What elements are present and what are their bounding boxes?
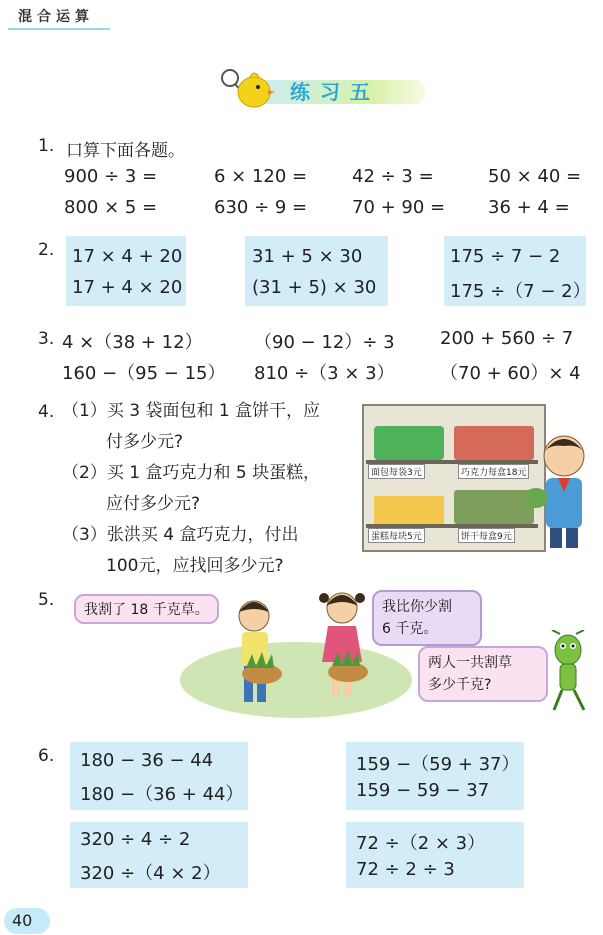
girl-speech-line: 我比你少割	[382, 599, 452, 615]
q1-expr: 630 ÷ 9 =	[214, 197, 308, 218]
q3-expr: （90 − 12）÷ 3	[254, 332, 395, 353]
question-line: 多少千克?	[428, 677, 492, 693]
exercise-title-banner	[218, 64, 418, 112]
shop-illustration	[362, 404, 600, 550]
q1-expr: 36 + 4 =	[488, 197, 570, 218]
q6-box-1	[70, 742, 248, 810]
q4-line: （3）张洪买 4 盒巧克力，付出	[62, 525, 299, 545]
price-tag: 面包每袋3元	[368, 464, 425, 479]
q3-expr: 200 + 560 ÷ 7	[440, 328, 574, 349]
q1-expr: 70 + 90 =	[352, 197, 446, 218]
q6-expr: 320 ÷（4 × 2）	[80, 863, 221, 884]
q4-number: 4.	[38, 402, 55, 422]
q3-number: 3.	[38, 329, 55, 349]
q2-expr: (31 + 5) × 30	[252, 277, 377, 298]
girl-speech-bubble	[372, 590, 482, 646]
q1-number: 1.	[38, 136, 55, 156]
grass-field	[180, 642, 412, 718]
cookie-boxes	[454, 490, 534, 524]
price-tag: 饼干每盒9元	[458, 528, 515, 543]
q1-expr: 42 ÷ 3 =	[352, 166, 434, 187]
q1-expr: 50 × 40 =	[488, 166, 582, 187]
q4-line: （1）买 3 袋面包和 1 盒饼干，应	[62, 401, 321, 421]
q2-expr: 31 + 5 × 30	[252, 246, 363, 267]
q6-expr: 72 ÷（2 × 3）	[356, 833, 486, 854]
page-number-badge	[4, 908, 50, 934]
grasshopper-mascot-icon	[540, 630, 596, 714]
q6-box-4	[346, 822, 524, 888]
q4-line: 100元，应找回多少元?	[106, 556, 284, 576]
q2-expr: 17 + 4 × 20	[72, 277, 183, 298]
q3-expr: 4 ×（38 + 12）	[62, 332, 203, 353]
question-speech-bubble	[418, 646, 548, 702]
question-line: 两人一共割草	[428, 655, 512, 671]
q2-expr: 175 ÷ 7 − 2	[450, 246, 561, 267]
q6-expr: 320 ÷ 4 ÷ 2	[80, 829, 191, 850]
q6-expr: 159 − 59 − 37	[356, 780, 490, 801]
q4-line: 付多少元?	[106, 432, 184, 452]
q2-box-3	[444, 236, 591, 306]
q1-expr: 6 × 120 =	[214, 166, 308, 187]
q4-line: （2）买 1 盒巧克力和 5 块蛋糕，	[62, 463, 321, 483]
q3-expr: 160 −（95 − 15）	[62, 363, 226, 384]
girl-speech-line: 6 千克。	[382, 621, 438, 637]
boy-shopper-icon	[524, 432, 600, 550]
q2-expr: 175 ÷（7 − 2）	[450, 281, 591, 302]
girl-with-grass-basket-icon	[310, 586, 374, 704]
q6-expr: 180 −（36 + 44）	[80, 784, 244, 805]
boy-with-grass-basket-icon	[226, 598, 284, 708]
q6-expr: 159 −（59 + 37）	[356, 754, 520, 775]
q1-expr: 800 × 5 =	[64, 197, 158, 218]
cake-pieces	[374, 496, 444, 524]
q1-prompt: 口算下面各题。	[66, 141, 185, 161]
boy-speech-bubble: 我割了 18 千克草。	[74, 594, 219, 624]
chick-mascot-icon	[218, 64, 278, 112]
chocolate-boxes	[454, 426, 534, 460]
q6-box-2	[346, 742, 524, 810]
q6-number: 6.	[38, 746, 55, 766]
q6-expr: 72 ÷ 2 ÷ 3	[356, 859, 455, 880]
q2-expr: 17 × 4 + 20	[72, 246, 183, 267]
q2-box-2	[245, 236, 388, 306]
q3-expr: 810 ÷（3 × 3）	[254, 363, 395, 384]
q6-box-3	[70, 822, 248, 888]
page-number: 40	[12, 911, 33, 930]
price-tag: 蛋糕每块5元	[368, 528, 425, 543]
q2-box-1	[66, 236, 186, 306]
q4-line: 应付多少元?	[106, 494, 201, 514]
header-divider	[8, 28, 110, 30]
q5-number: 5.	[38, 590, 55, 610]
q6-expr: 180 − 36 − 44	[80, 750, 214, 771]
q2-number: 2.	[38, 240, 55, 260]
exercise-title: 练习五	[290, 80, 380, 104]
bread-bags	[374, 426, 444, 460]
chapter-label: 混合运算	[18, 9, 94, 25]
price-tag: 巧克力每盒18元	[458, 464, 529, 479]
q1-expr: 900 ÷ 3 =	[64, 166, 158, 187]
q3-expr: （70 + 60）× 4	[440, 363, 581, 384]
